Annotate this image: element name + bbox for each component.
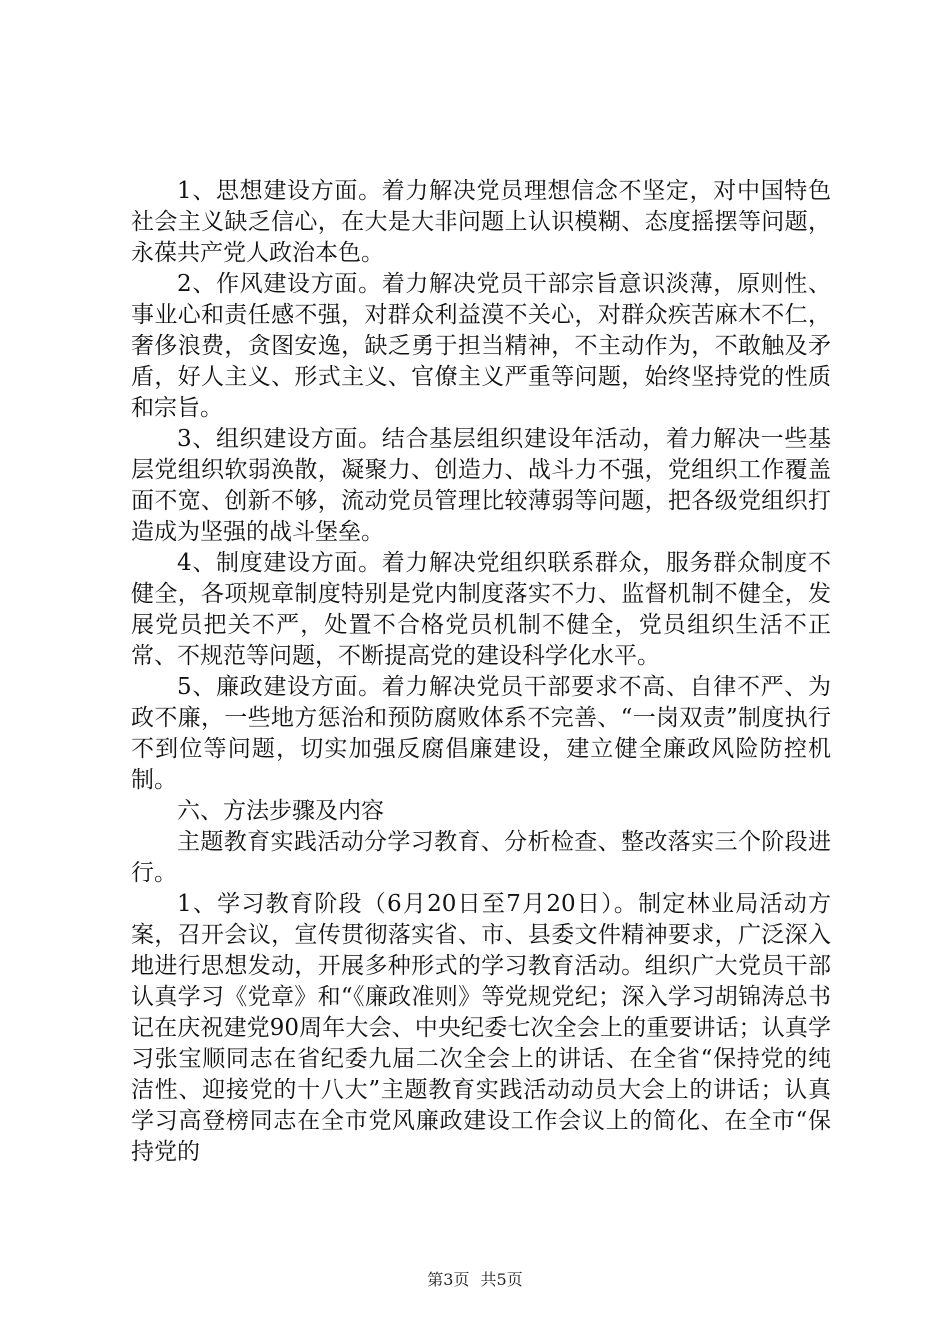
page-number-total: 共5页 <box>480 1270 523 1289</box>
paragraph-study-phase: 1、学习教育阶段（6月20日至7月20日）。制定林业局活动方案，召开会议，宣传贯彻落实省、市、县委文件精神要求，广泛深入地进行思想发动，开展多种形式的学习教育活动。组织广大党员干部认真学习《党章》和“《廉政准则》等党规党纪；深入学习胡锦涛总书记在庆祝建党90周年大会、中央纪委七次全会上的重要讲话；认真学习张宝顺同志在省纪委九届二次全会上的讲话、在全省“保持党的纯洁性、迎接党的十八大”主题教育实践活动动员大会上的讲话；认真学习高登榜同志在全市党风廉政建设工作会议上的简化、在全市“保持党的 <box>131 891 831 1165</box>
paragraph-integrity: 5、廉政建设方面。着力解决党员干部要求不高、自律不严、为政不廉，一些地方惩治和预防腐败体系不完善、“一岗双责”制度执行不到位等问题，切实加强反腐倡廉建设，建立健全廉政风险防控机制。 <box>131 674 831 793</box>
paragraph-institution: 4、制度建设方面。着力解决党组织联系群众，服务群众制度不健全，各项规章制度特别是党内制度落实不力、监督机制不健全，发展党员把关不严，处置不合格党员机制不健全，党员组织生活不正常、不规范等问题，不断提高党的建设科学化水平。 <box>131 550 831 669</box>
paragraph-work-style: 2、作风建设方面。着力解决党员干部宗旨意识淡薄，原则性、事业心和责任感不强，对群众利益漠不关心，对群众疾苦麻木不仁，奢侈浪费，贪图安逸，缺乏勇于担当精神，不主动作为，不敢触及矛盾，好人主义、形式主义、官僚主义严重等问题，始终坚持党的性质和宗旨。 <box>131 271 831 421</box>
paragraph-ideology: 1、思想建设方面。着力解决党员理想信念不坚定，对中国特色社会主义缺乏信心，在大是大非问题上认识模糊、态度摇摆等问题，永葆共产党人政治本色。 <box>131 178 831 266</box>
page-footer <box>0 1270 950 1290</box>
document-body <box>131 176 831 1168</box>
paragraph-phases: 主题教育实践活动分学习教育、分析检查、整改落实三个阶段进行。 <box>131 829 831 886</box>
paragraph-organization: 3、组织建设方面。结合基层组织建设年活动，着力解决一些基层党组织软弱涣散，凝聚力、创造力、战斗力不强，党组织工作覆盖面不宽、创新不够，流动党员管理比较薄弱等问题，把各级党组织打造成为坚强的战斗堡垒。 <box>131 426 831 545</box>
page-number-current: 第3页 <box>427 1270 470 1289</box>
section-heading-methods: 六、方法步骤及内容 <box>177 798 384 824</box>
